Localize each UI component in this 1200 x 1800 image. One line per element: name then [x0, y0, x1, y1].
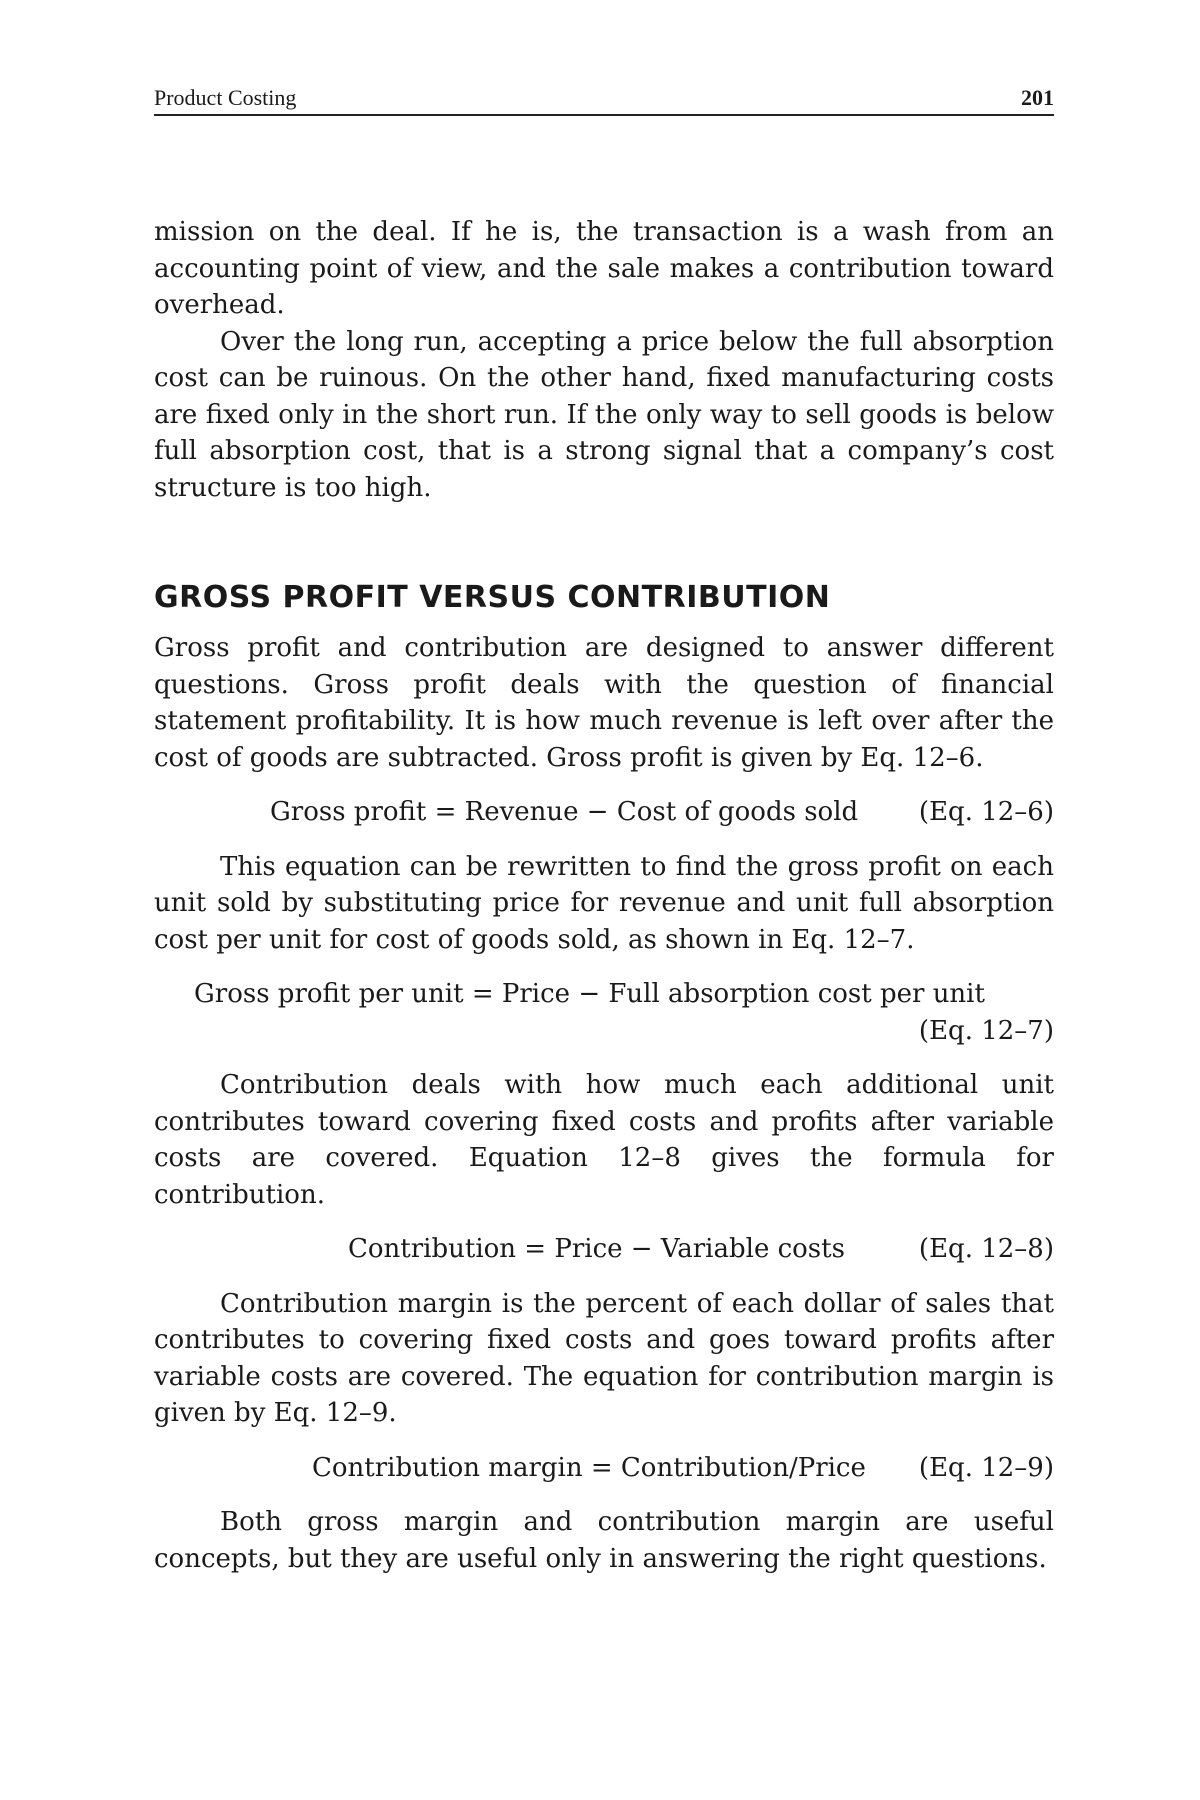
- running-head-section-title: Product Costing: [154, 85, 297, 110]
- equation-number: (Eq. 12–8): [918, 1234, 1054, 1264]
- paragraph-contribution: Contribution deals with how much each additional unit contributes toward covering fixed costs and profits after variable costs are covered. Equation 12–8 gives the formula for contribution.: [154, 1070, 1054, 1210]
- equation-expression: Contribution margin = Contribution/Price: [312, 1452, 866, 1483]
- paragraph-gross-profit-intro: Gross profit and contribution are designed to answer different questions. Gross profit deals with the question of financial statement profitability. It is how much revenue is left over after the cost of goods are subtracted. Gross profit is given by Eq. 12–6.: [154, 633, 1054, 773]
- paragraph-contribution-margin: Contribution margin is the percent of each dollar of sales that contributes to covering fixed costs and goes toward profits after variable costs are covered. The equation for contribution margin is given by Eq. 12–9.: [154, 1288, 1054, 1428]
- equation-12-9: [154, 1450, 1054, 1487]
- page-body: [154, 214, 1054, 1577]
- equation-12-7: [154, 976, 1054, 1049]
- equation-expression: Gross profit = Revenue − Cost of goods sold: [270, 797, 859, 827]
- paragraph-conclusion: Both gross margin and contribution margin are useful concepts, but they are useful only in answering the right questions.: [154, 1507, 1054, 1574]
- paragraph-gross-profit-per-unit: This equation can be rewritten to find the gross profit on each unit sold by substituting price for revenue and unit full absorption cost per unit for cost of goods sold, as shown in Eq. 12–7.: [154, 851, 1054, 955]
- equation-number: (Eq. 12–7): [918, 1015, 1054, 1046]
- paragraph-long-run: Over the long run, accepting a price below the full absorption cost can be ruinous. On the other hand, fixed manufacturing costs are fixed only in the short run. If the only way to sell goods is below full absorption cost, that is a strong signal that a company’s cost structure is too high.: [154, 326, 1054, 503]
- equation-number: (Eq. 12–6): [918, 797, 1054, 827]
- equation-12-8: [154, 1231, 1054, 1268]
- equation-expression: Gross profit per unit = Price − Full absorption cost per unit: [194, 979, 985, 1009]
- paragraph-continued: mission on the deal. If he is, the transaction is a wash from an accounting point of view, and the sale makes a contribution toward overhead.: [154, 217, 1054, 320]
- page-number: 201: [1021, 85, 1054, 110]
- running-head: [154, 84, 1054, 116]
- section-heading: GROSS PROFIT VERSUS CONTRIBUTION: [154, 580, 831, 615]
- equation-number: (Eq. 12–9): [918, 1452, 1054, 1483]
- equation-12-6: [154, 794, 1054, 831]
- equation-expression: Contribution = Price − Variable costs: [348, 1234, 845, 1264]
